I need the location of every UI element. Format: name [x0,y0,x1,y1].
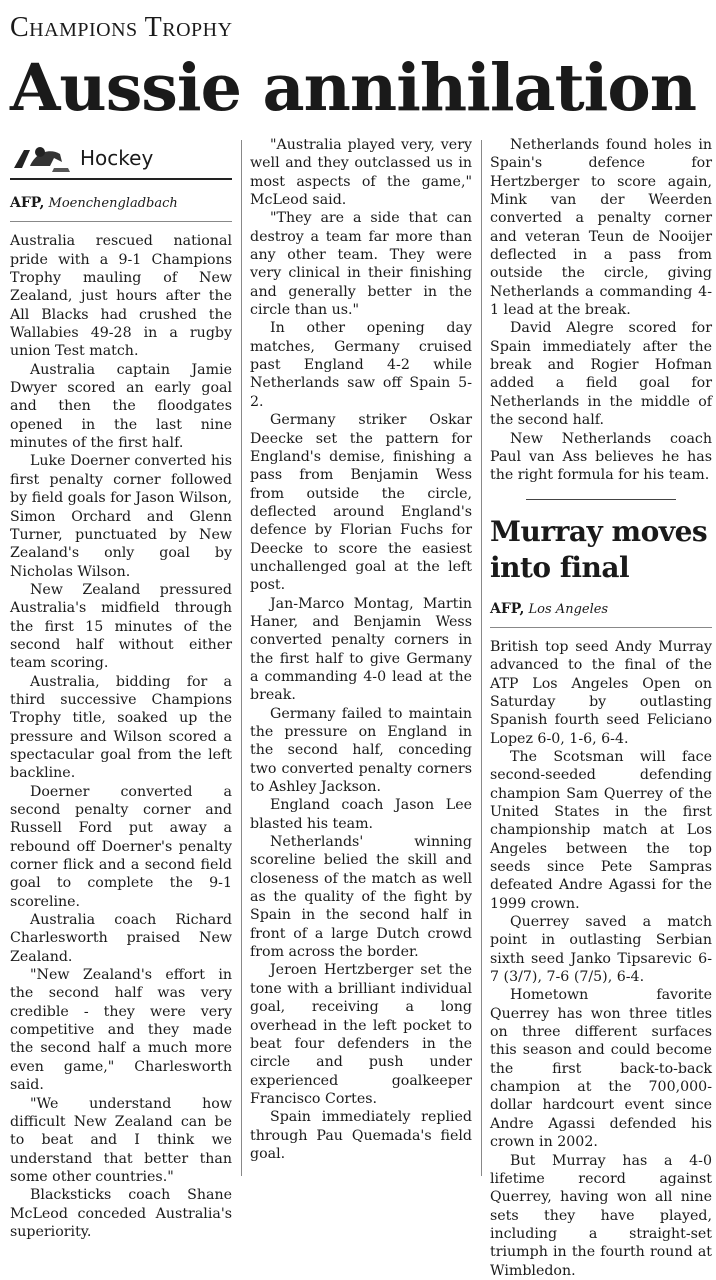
paragraph: Netherlands' winning scoreline belied the skill and closeness of the match as well as the quality of the fight by Spain in the second half in front of a large Dutch crowd from across the border. [250,834,472,961]
paragraph: Jeroen Hertzberger set the tone with a brilliant individual goal, receiving a long overhead in the left pocket to beat four defenders in the circle and push under experienced goalkeeper Francisco Cortes. [250,962,472,1107]
column-2 [250,136,472,1163]
byline-place: Los Angeles [528,601,609,617]
paragraph: Doerner converted a second penalty corner and Russell Ford put away a rebound off Doerner's penalty corner flick and a second field goal to complete the 9-1 scoreline. [10,783,232,910]
byline-agency: AFP, [10,195,45,211]
paragraph: Querrey saved a match point in outlasting Serbian sixth seed Janko Tipsarevic 6-7 (3/7), 7-6 (7/5), 6-4. [490,914,712,986]
paragraph: The Scotsman will face second-seeded defending champion Sam Querrey of the United States in the first championship match at Los Angeles between the top seeds since Pete Sampras defeated Andre Agassi for the 1999 crown. [490,748,712,912]
paragraph: Australia, bidding for a third successive Champions Trophy title, soaked up the pressure and Wilson scored a spectacular goal from the left backline. [10,673,232,782]
column-3 [490,136,712,1280]
paragraph: "Australia played very, very well and they outclassed us in most aspects of the game," McLeod said. [250,137,472,209]
paragraph: Germany striker Oskar Deecke set the pattern for England's demise, finishing a pass from Benjamin Wess from outside the circle, deflected around England's defence by Florian Fuchs for Deecke to score the easiest unchallenged goal at the left post. [250,412,472,594]
paragraph: Hometown favorite Querrey has won three titles on three different surfaces this season and could become the first back-to-back champion at the 700,000-dollar hardcourt event since Andre Agassi defended his crown in 2002. [490,987,712,1151]
headline: Aussie annihilation [10,50,696,126]
paragraph: Luke Doerner converted his first penalty corner followed by field goals for Jason Wilson, Simon Orchard and Glenn Turner, punctuated by New Zealand's only goal by Nicholas Wilson. [10,453,232,580]
paragraph: Spain immediately replied through Pau Quemada's field goal. [250,1109,472,1162]
byline [10,194,232,222]
paragraph: David Alegre scored for Spain immediately after the break and Rogier Hofman added a field goal for Netherlands in the middle of the second half. [490,320,712,429]
paragraph: In other opening day matches, Germany cruised past England 4-2 while Netherlands saw off Spain 5-2. [250,320,472,410]
section-header [10,138,232,180]
paragraph: Australia rescued national pride with a 9-1 Champions Trophy mauling of New Zealand, just hours after the All Blacks had crushed the Wallabies 49-28 in a rugby union Test match. [10,233,232,360]
paragraph: But Murray has a 4-0 lifetime record against Querrey, having won all nine sets they have played, including a straight-set triumph in the fourth round at Wimbledon. [490,1152,712,1279]
column-divider [241,140,242,1176]
paragraph: Blacksticks coach Shane McLeod conceded Australia's superiority. [10,1187,232,1240]
paragraph: New Netherlands coach Paul van Ass believes he has the right formula for his team. [490,430,712,484]
paragraph: "We understand how difficult New Zealand can be to beat and I think we understand that better than some other countries." [10,1095,232,1185]
paragraph: Australia coach Richard Charlesworth praised New Zealand. [10,912,232,965]
section-label: Hockey [80,145,154,170]
paragraph: Netherlands found holes in Spain's defence for Hertzberger to score again, Mink van der Weerden converted a penalty corner and veteran Teun de Nooijer deflected in a pass from outside the circle, giving Netherlands a commanding 4-1 lead at the break. [490,137,712,319]
paragraph: British top seed Andy Murray advanced to the final of the ATP Los Angeles Open on Saturday by outlasting Spanish fourth seed Feliciano Lopez 6-0, 1-6, 6-4. [490,638,712,747]
paragraph: England coach Jason Lee blasted his team. [250,797,472,832]
paragraph: "They are a side that can destroy a team far more than any other team. They were very clinical in their finishing and generally better in the circle than us." [250,210,472,319]
byline-agency: AFP, [490,600,525,617]
story-divider [526,499,676,500]
byline [490,600,712,628]
story2-headline: Murray moves into final [490,514,708,584]
kicker: Champions Trophy [10,12,233,43]
paragraph: "New Zealand's effort in the second half was very credible - they were very competitive and they made the second half a much more even game," Charlesworth said. [10,967,232,1094]
paragraph: Australia captain Jamie Dwyer scored an early goal and then the floodgates opened in the last nine minutes of the first half. [10,361,232,452]
column-1 [10,138,232,1241]
paragraph: Jan-Marco Montag, Martin Haner, and Benjamin Wess converted penalty corners in the first half to give Germany a commanding 4-0 lead at the break. [250,595,472,704]
hockey-icon [10,142,72,174]
paragraph: New Zealand pressured Australia's midfield through the first 15 minutes of the second half without either team scoring. [10,581,232,672]
column-divider [481,140,482,1176]
byline-place: Moenchengladbach [48,196,178,211]
paragraph: Germany failed to maintain the pressure on England in the second half, conceding two converted penalty corners to Ashley Jackson. [250,705,472,796]
